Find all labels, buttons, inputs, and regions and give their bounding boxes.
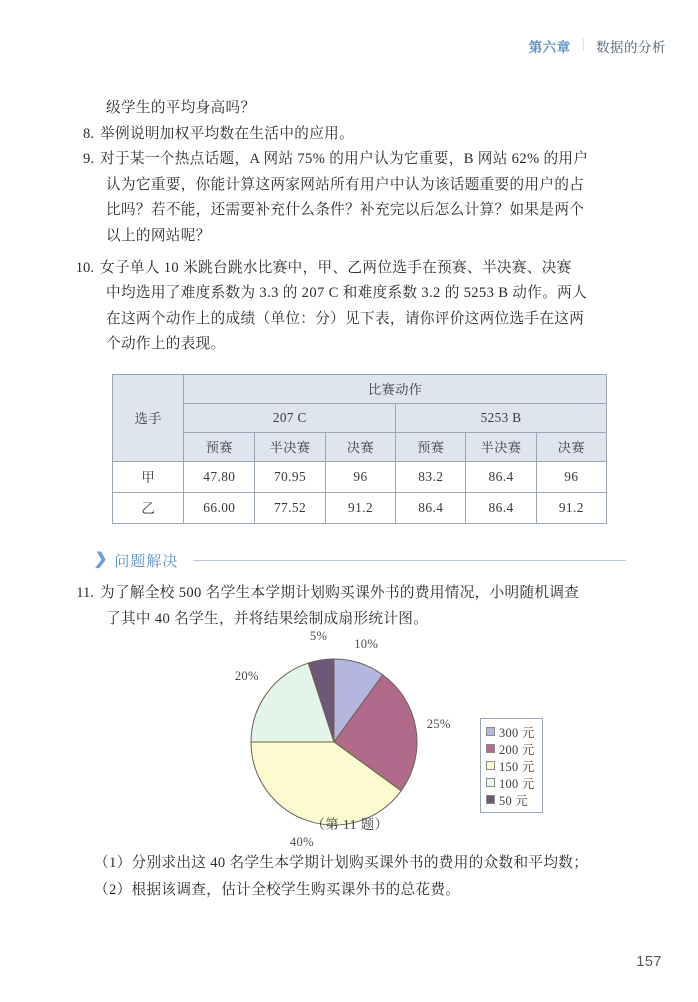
running-head	[529, 36, 666, 56]
table-cell-yi-4: 86.4	[396, 492, 466, 523]
table-header-row-1	[113, 374, 607, 403]
question-8-text: 举例说明加权平均数在生活中的应用。	[100, 125, 355, 142]
question-10-line-1: 女子单人 10 米跳台跳水比赛中，甲、乙两位选手在预赛、半决赛、决赛	[100, 259, 572, 276]
table-round-header-5: 半决赛	[466, 432, 536, 461]
scores-table	[112, 374, 607, 524]
chapter-title: 数据的分析	[596, 40, 666, 55]
legend-item-100	[486, 774, 535, 791]
legend-item-200	[486, 740, 535, 757]
page-number: 157	[636, 954, 662, 970]
header-separator: |	[581, 37, 585, 52]
legend-item-50	[486, 791, 535, 808]
question-10	[74, 256, 626, 282]
table-header-row-2	[113, 403, 607, 432]
question-9-line-3: 比吗？若不能，还需要补充什么条件？补充完以后怎么计算？如果是两个	[106, 202, 585, 219]
pie-slice-group	[251, 659, 417, 825]
table-round-header-2: 半决赛	[255, 432, 326, 461]
legend-swatch-200	[486, 744, 495, 753]
table-row	[113, 492, 607, 523]
page-content	[74, 96, 626, 904]
legend-swatch-100	[486, 778, 495, 787]
legend-swatch-50	[486, 795, 495, 804]
table-cell-yi-5: 86.4	[466, 492, 536, 523]
table-cell-yi-3: 91.2	[325, 492, 395, 523]
table-cell-jia-6: 96	[536, 461, 606, 492]
table-row	[113, 461, 607, 492]
question-11-line-1: 为了解全校 500 名学生本学期计划购买课外书的费用情况，小明随机调查	[100, 584, 580, 601]
legend-label-200: 200 元	[499, 742, 535, 757]
table-round-header-3: 决赛	[325, 432, 395, 461]
question-10-number: 10.	[75, 259, 94, 276]
table-header-row-3	[113, 432, 607, 461]
question-8	[74, 122, 626, 148]
legend-label-300: 300 元	[499, 725, 535, 740]
question-11	[74, 581, 626, 607]
question-10-line-4: 个动作上的表现。	[106, 336, 226, 353]
question-10-line-2: 中均选用了难度系数为 3.3 的 207 C 和难度系数 3.2 的 5253 B 动作。两人	[106, 285, 588, 302]
table-corner-label: 选手	[113, 374, 184, 461]
question-11-line-2: 了其中 40 名学生，并将结果绘制成扇形统计图。	[106, 610, 429, 627]
table-row-name-jia: 甲	[113, 461, 184, 492]
question-9-line-1: 对于某一个热点话题，A 网站 75% 的用户认为它重要，B 网站 62% 的用户	[100, 151, 589, 168]
question-10-line-3: 在这两个动作上的成绩（单位：分）见下表，请你评价这两位选手在这两	[106, 310, 585, 327]
table-action-group-5253b: 5253 B	[396, 403, 607, 432]
legend-item-300	[486, 723, 535, 740]
question-8-number: 8.	[83, 125, 94, 142]
question-11-subquestions	[94, 850, 626, 904]
question-9-number: 9.	[83, 151, 94, 168]
question-11-sub-1: （1）分别求出这 40 名学生本学期计划购买课外书的费用的众数和平均数；	[94, 855, 589, 872]
question-11-number: 11.	[76, 584, 94, 601]
table-cell-jia-5: 86.4	[466, 461, 536, 492]
legend-swatch-150	[486, 761, 495, 770]
chevron-right-icon: ❯	[93, 551, 109, 569]
question-11-sub-2: （2）根据该调查，估计全校学生购买课外书的总花费。	[94, 882, 461, 899]
question-9-line-4: 以上的网站呢？	[106, 227, 211, 244]
figure-question-11	[74, 629, 626, 849]
table-cell-yi-2: 77.52	[255, 492, 326, 523]
pie-label-200: 25%	[426, 716, 451, 731]
pie-label-100: 20%	[234, 669, 259, 684]
question-7-tail: 级学生的平均身高吗？	[106, 100, 256, 116]
table-round-header-4: 预赛	[396, 432, 466, 461]
question-9-line-2: 认为它重要，你能计算这两家网站所有用户中认为该话题重要的用户的占	[106, 176, 585, 193]
table-group-header: 比赛动作	[184, 374, 607, 403]
legend-label-100: 100 元	[499, 776, 535, 791]
legend-label-150: 150 元	[499, 759, 535, 774]
section-title: 问题解决	[114, 552, 179, 570]
table-cell-yi-6: 91.2	[536, 492, 606, 523]
legend-swatch-300	[486, 727, 495, 736]
table-cell-jia-1: 47.80	[184, 461, 255, 492]
table-row-name-yi: 乙	[113, 492, 184, 523]
figure-caption: （第 11 题）	[311, 817, 389, 833]
scores-table-wrapper	[112, 374, 607, 524]
table-round-header-1: 预赛	[184, 432, 255, 461]
pie-label-300: 10%	[354, 637, 379, 652]
chapter-label: 第六章	[528, 40, 571, 55]
pie-label-150: 40%	[289, 834, 314, 849]
pie-chart-legend	[480, 718, 543, 813]
table-cell-jia-2: 70.95	[255, 461, 326, 492]
section-divider	[193, 560, 626, 561]
table-cell-yi-1: 66.00	[184, 492, 255, 523]
table-cell-jia-3: 96	[325, 461, 395, 492]
pie-label-50: 5%	[309, 629, 328, 644]
table-action-group-207c: 207 C	[184, 403, 396, 432]
table-cell-jia-4: 83.2	[396, 461, 466, 492]
legend-label-50: 50 元	[499, 793, 529, 808]
legend-item-150	[486, 757, 535, 774]
section-heading	[94, 550, 626, 571]
question-9	[74, 147, 626, 173]
table-round-header-6: 决赛	[536, 432, 606, 461]
